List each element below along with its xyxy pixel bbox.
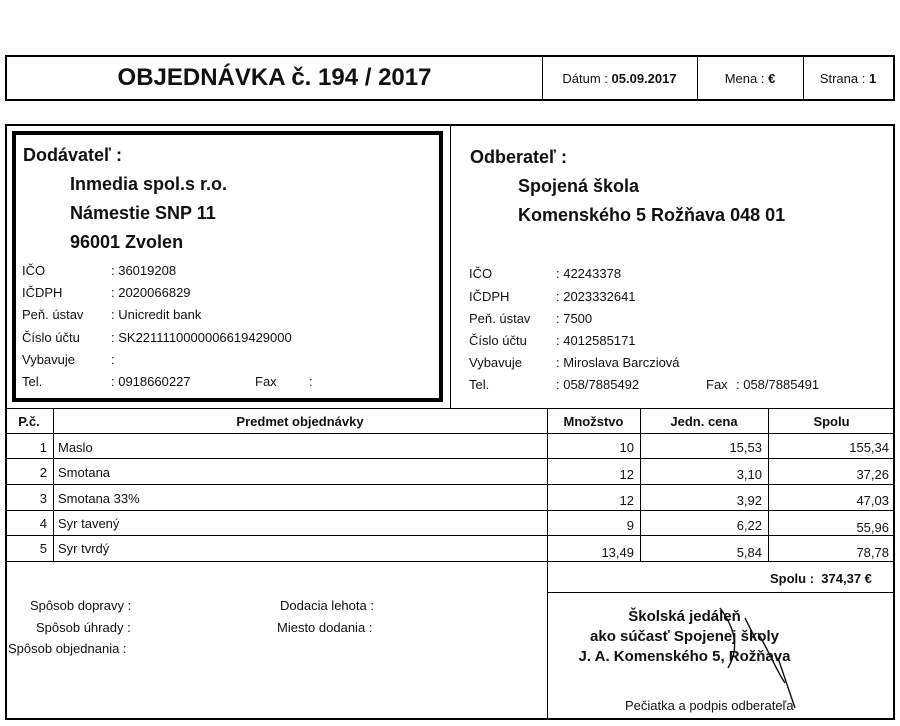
supplier-fax-value: : — [309, 374, 313, 389]
row-5-total: 78,78 — [856, 545, 889, 560]
col-header-no: P.č. — [18, 414, 40, 429]
row-3-no: 3 — [39, 491, 47, 506]
supplier-name: Inmedia spol.s r.o. — [70, 174, 228, 194]
currency-cell — [697, 57, 803, 99]
supplier-box — [12, 131, 443, 402]
row-1-total: 155,34 — [849, 440, 889, 455]
row-3-price: 3,92 — [736, 493, 762, 508]
payment-method-label: Spôsob úhrady : — [36, 620, 131, 635]
supplier-street: Námestie SNP 11 — [70, 203, 216, 223]
supplier-account-label: Číslo účtu — [22, 330, 80, 345]
col-header-price: Jedn. cena — [670, 414, 738, 429]
row-3-qty: 12 — [619, 493, 634, 508]
customer-name: Spojená škola — [518, 176, 640, 196]
page-value: 1 — [868, 70, 877, 86]
stamp-line-3: J. A. Komenského 5, Rožňava — [578, 648, 791, 665]
col-header-qty: Množstvo — [563, 414, 624, 429]
page-label: Strana : — [819, 70, 866, 86]
row-2-total: 37,26 — [856, 467, 889, 482]
signature-caption: Pečiatka a podpis odberateľa — [625, 698, 794, 713]
supplier-bank-value: : Unicredit bank — [111, 307, 202, 322]
row-2-qty: 12 — [619, 467, 634, 482]
row-2-price: 3,10 — [736, 467, 762, 482]
order-header — [5, 55, 895, 101]
supplier-icdph-value: : 2020066829 — [111, 285, 191, 300]
delivery-time-label: Dodacia lehota : — [280, 598, 374, 613]
row-4-price: 6,22 — [736, 518, 762, 533]
customer-bank-value: : 7500 — [556, 311, 593, 326]
row-2-no: 2 — [39, 465, 47, 480]
supplier-heading: Dodávateľ : — [23, 145, 122, 165]
row-1-item: Maslo — [58, 440, 93, 455]
customer-bank-label: Peň. ústav — [469, 311, 531, 326]
customer-handler-label: Vybavuje — [469, 355, 522, 370]
order-method-label: Spôsob objednania : — [8, 641, 127, 656]
signature-scribble — [700, 598, 820, 713]
customer-fax-label: Fax — [706, 377, 728, 392]
row-5-price: 5,84 — [736, 545, 762, 560]
customer-tel-value: : 058/7885492 — [556, 377, 640, 392]
currency-label: Mena : — [724, 70, 765, 86]
customer-fax-value: : 058/7885491 — [736, 377, 820, 392]
row-3-total: 47,03 — [856, 493, 889, 508]
supplier-account-value: : SK2211110000006619429000 — [111, 330, 292, 345]
customer-handler-value: : Miroslava Barcziová — [556, 355, 680, 370]
supplier-icdph-label: IČDPH — [22, 285, 63, 300]
delivery-place-label: Miesto dodania : — [277, 620, 373, 635]
supplier-fax-label: Fax — [255, 374, 277, 389]
customer-icdph-label: IČDPH — [469, 289, 510, 304]
date-cell — [542, 57, 697, 99]
col-header-item: Predmet objednávky — [236, 414, 364, 429]
grand-total-label: Spolu : — [770, 571, 815, 586]
supplier-bank-label: Peň. ústav — [22, 307, 84, 322]
date-label: Dátum : — [562, 70, 608, 86]
row-1-qty: 10 — [619, 440, 634, 455]
row-1-price: 15,53 — [729, 440, 762, 455]
row-5-no: 5 — [39, 541, 47, 556]
supplier-tel-label: Tel. — [22, 374, 43, 389]
supplier-handler-value: : — [111, 352, 115, 367]
customer-icdph-value: : 2023332641 — [556, 289, 636, 304]
supplier-handler-label: Vybavuje — [22, 352, 75, 367]
grand-total-value: 374,37 € — [821, 571, 872, 586]
customer-ico-value: : 42243378 — [556, 266, 622, 281]
customer-heading: Odberateľ : — [470, 147, 567, 167]
stamp-line-1: Školská jedáleň — [628, 608, 741, 625]
row-3-item: Smotana 33% — [58, 491, 140, 506]
order-title: OBJEDNÁVKA č. 194 / 2017 — [117, 64, 432, 91]
row-4-total: 55,96 — [856, 520, 889, 535]
supplier-tel-value: : 0918660227 — [111, 374, 191, 389]
row-1-no: 1 — [39, 440, 47, 455]
grand-total — [770, 571, 872, 586]
stamp-line-2: ako súčasť Spojenej školy — [590, 628, 779, 645]
row-4-qty: 9 — [626, 518, 634, 533]
currency-value: € — [768, 70, 776, 86]
supplier-city: 96001 Zvolen — [70, 232, 184, 252]
supplier-ico-label: IČO — [22, 263, 46, 278]
customer-tel-label: Tel. — [469, 377, 490, 392]
customer-address: Komenského 5 Rožňava 048 01 — [518, 205, 786, 225]
col-header-total: Spolu — [813, 414, 850, 429]
row-5-item: Syr tvrdý — [58, 541, 110, 556]
row-2-item: Smotana — [58, 465, 111, 480]
supplier-ico-value: : 36019208 — [111, 263, 177, 278]
page-cell — [803, 57, 893, 99]
customer-ico-label: IČO — [469, 266, 493, 281]
row-5-qty: 13,49 — [601, 545, 634, 560]
customer-account-label: Číslo účtu — [469, 333, 527, 348]
customer-account-value: : 4012585171 — [556, 333, 636, 348]
shipping-method-label: Spôsob dopravy : — [30, 598, 132, 613]
row-4-no: 4 — [39, 516, 47, 531]
date-value: 05.09.2017 — [611, 70, 677, 86]
row-4-item: Syr tavený — [58, 516, 120, 531]
